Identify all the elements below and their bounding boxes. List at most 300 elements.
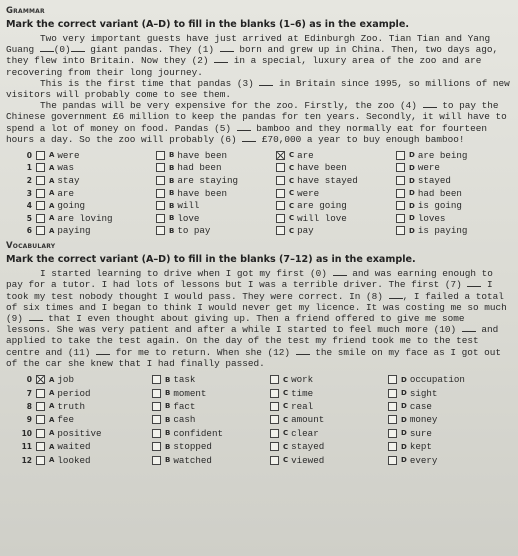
option-b[interactable] bbox=[152, 374, 270, 385]
vocabulary-instruction: Mark the correct variant (A–D) to fill in the blanks (7–12) as in the example. bbox=[6, 254, 416, 266]
checkbox[interactable] bbox=[156, 226, 165, 235]
checkbox[interactable] bbox=[156, 214, 165, 223]
checkbox[interactable] bbox=[388, 442, 397, 451]
option-c[interactable] bbox=[270, 414, 388, 425]
option-text: every bbox=[409, 454, 438, 466]
passage-text: £70,000 a year to buy enough bamboo! bbox=[256, 133, 465, 145]
option-text: stayed bbox=[291, 441, 325, 453]
option-a[interactable] bbox=[36, 414, 152, 425]
grammar-paragraph bbox=[6, 100, 510, 145]
option-text: had been bbox=[177, 162, 222, 174]
option-letter: D bbox=[409, 214, 415, 223]
option-d[interactable] bbox=[388, 414, 498, 425]
option-a[interactable] bbox=[36, 225, 156, 236]
option-a[interactable] bbox=[36, 388, 152, 399]
answer-blank[interactable] bbox=[259, 85, 273, 86]
checkbox[interactable] bbox=[270, 456, 279, 465]
option-letter: B bbox=[165, 456, 171, 465]
checkbox[interactable] bbox=[36, 456, 45, 465]
option-text: going bbox=[57, 200, 85, 212]
option-c[interactable] bbox=[270, 428, 388, 439]
vocabulary-section bbox=[6, 241, 510, 467]
option-text: moment bbox=[173, 387, 207, 399]
checkbox[interactable] bbox=[36, 214, 45, 223]
passage-text: in Britain since 1995, so millions of new visitors will probably come to see them. bbox=[6, 77, 510, 101]
checkbox[interactable] bbox=[156, 201, 165, 210]
option-text: viewed bbox=[291, 454, 325, 466]
option-text: confident bbox=[173, 427, 223, 439]
answer-blank[interactable] bbox=[29, 320, 43, 321]
passage-text: the smile on my face as I got out of the car she knew that I had finally passed. bbox=[6, 346, 501, 369]
option-letter: A bbox=[49, 151, 55, 160]
option-letter: C bbox=[283, 429, 289, 438]
answer-blank[interactable] bbox=[40, 51, 54, 52]
option-a[interactable] bbox=[36, 175, 156, 186]
answer-row bbox=[6, 373, 510, 386]
option-letter: D bbox=[409, 163, 415, 172]
question-number: 4 bbox=[26, 201, 32, 211]
option-b[interactable] bbox=[156, 162, 276, 173]
checkbox[interactable] bbox=[156, 151, 165, 160]
checkbox[interactable] bbox=[36, 415, 45, 424]
checkbox[interactable] bbox=[36, 429, 45, 438]
answer-row bbox=[6, 199, 510, 212]
question-number: 8 bbox=[26, 401, 32, 411]
checkbox[interactable] bbox=[156, 176, 165, 185]
vocabulary-passage bbox=[6, 268, 510, 369]
grammar-section bbox=[6, 6, 510, 237]
answer-row bbox=[6, 400, 510, 413]
option-a[interactable] bbox=[36, 200, 156, 211]
answer-blank[interactable] bbox=[423, 107, 437, 108]
checkbox[interactable] bbox=[152, 456, 161, 465]
grammar-title: Grammar bbox=[6, 6, 45, 16]
option-text: positive bbox=[57, 427, 102, 439]
checkbox[interactable] bbox=[152, 402, 161, 411]
option-letter: A bbox=[49, 201, 55, 210]
question-number: 6 bbox=[26, 226, 32, 236]
option-letter: C bbox=[283, 442, 289, 451]
option-letter: D bbox=[401, 456, 407, 465]
checkbox[interactable] bbox=[396, 163, 405, 172]
option-text: stopped bbox=[173, 441, 212, 453]
checkbox[interactable] bbox=[36, 189, 45, 198]
option-text: had been bbox=[417, 187, 462, 199]
option-d[interactable] bbox=[388, 374, 498, 385]
question-number: 0 bbox=[26, 375, 32, 385]
option-letter: A bbox=[49, 176, 55, 185]
option-text: money bbox=[409, 414, 438, 426]
option-letter: B bbox=[169, 163, 175, 172]
option-letter: D bbox=[401, 429, 407, 438]
answer-blank[interactable] bbox=[96, 354, 110, 355]
option-text: cash bbox=[173, 414, 196, 426]
answer-row bbox=[6, 149, 510, 162]
checkbox[interactable] bbox=[36, 176, 45, 185]
answer-row bbox=[6, 427, 510, 440]
option-d[interactable] bbox=[388, 455, 498, 466]
option-text: occupation bbox=[409, 374, 465, 386]
option-text: sight bbox=[409, 387, 438, 399]
option-c[interactable] bbox=[270, 388, 388, 399]
option-letter: B bbox=[165, 429, 171, 438]
option-letter: A bbox=[49, 415, 55, 424]
option-letter: D bbox=[409, 176, 415, 185]
option-letter: B bbox=[169, 201, 175, 210]
option-c[interactable] bbox=[276, 150, 396, 161]
question-number: 0 bbox=[26, 150, 32, 160]
option-text: is going bbox=[417, 200, 462, 212]
answer-row bbox=[6, 212, 510, 225]
option-text: are being bbox=[417, 149, 468, 161]
option-letter: C bbox=[289, 176, 295, 185]
option-a[interactable] bbox=[36, 374, 152, 385]
option-letter: B bbox=[169, 151, 175, 160]
option-c[interactable] bbox=[276, 200, 396, 211]
option-letter: B bbox=[169, 214, 175, 223]
passage-text: to pay the Chinese government £6 million to keep the pandas for ten years. Secondly, it will have to spend a lot of money on food. Pandas (5) bbox=[6, 100, 507, 134]
option-text: waited bbox=[57, 441, 91, 453]
checkbox[interactable] bbox=[276, 151, 285, 160]
option-text: loves bbox=[417, 212, 446, 224]
option-letter: C bbox=[283, 375, 289, 384]
option-letter: A bbox=[49, 429, 55, 438]
checkbox[interactable] bbox=[276, 226, 285, 235]
option-b[interactable] bbox=[156, 188, 276, 199]
option-text: will bbox=[177, 200, 200, 212]
option-d[interactable] bbox=[396, 162, 506, 173]
option-text: amount bbox=[291, 414, 325, 426]
checkbox[interactable] bbox=[388, 375, 397, 384]
checkbox[interactable] bbox=[36, 226, 45, 235]
option-a[interactable] bbox=[36, 213, 156, 224]
checkbox[interactable] bbox=[270, 402, 279, 411]
question-number: 12 bbox=[21, 455, 32, 465]
option-letter: D bbox=[401, 442, 407, 451]
option-letter: C bbox=[283, 402, 289, 411]
passage-text: born and grew up in China. Then, two days ago, they flew into Britain. Now they (2) bbox=[6, 44, 499, 67]
option-d[interactable] bbox=[388, 388, 498, 399]
checkbox[interactable] bbox=[276, 163, 285, 172]
option-text: to pay bbox=[177, 225, 211, 237]
option-a[interactable] bbox=[36, 428, 152, 439]
option-text: are bbox=[57, 187, 74, 199]
option-text: are bbox=[297, 149, 314, 161]
passage-text: Two very important guests have just arrived at Edinburgh Zoo. Tian Tian and Yang Guang bbox=[6, 33, 491, 56]
option-letter: B bbox=[165, 402, 171, 411]
question-number: 9 bbox=[26, 415, 32, 425]
answer-row bbox=[6, 413, 510, 426]
answer-row bbox=[6, 187, 510, 200]
option-text: were bbox=[57, 149, 80, 161]
grammar-paragraph bbox=[6, 33, 510, 78]
checkbox[interactable] bbox=[270, 389, 279, 398]
option-d[interactable] bbox=[396, 225, 506, 236]
vocabulary-paragraph bbox=[6, 268, 510, 369]
checkbox[interactable] bbox=[152, 389, 161, 398]
option-letter: C bbox=[289, 201, 295, 210]
grammar-options bbox=[6, 149, 510, 237]
passage-text: This is the first time that pandas (3) bbox=[40, 77, 260, 89]
option-text: real bbox=[291, 400, 314, 412]
question-number: 10 bbox=[21, 428, 32, 438]
passage-text: in a special, luxury area of the zoo and are recovering from their long journey. bbox=[6, 55, 482, 78]
checkbox[interactable] bbox=[388, 402, 397, 411]
option-text: pay bbox=[297, 225, 314, 237]
option-d[interactable] bbox=[396, 175, 506, 186]
option-letter: D bbox=[401, 375, 407, 384]
option-c[interactable] bbox=[276, 225, 396, 236]
option-d[interactable] bbox=[388, 428, 498, 439]
option-b[interactable] bbox=[152, 428, 270, 439]
answer-blank[interactable] bbox=[333, 275, 347, 276]
checkbox[interactable] bbox=[396, 226, 405, 235]
answer-blank[interactable] bbox=[467, 286, 481, 287]
option-text: watched bbox=[173, 454, 212, 466]
option-letter: C bbox=[289, 151, 295, 160]
option-text: work bbox=[291, 374, 314, 386]
vocabulary-title: Vocabulary bbox=[6, 241, 56, 252]
option-text: period bbox=[57, 387, 91, 399]
option-letter: C bbox=[289, 214, 295, 223]
option-text: are loving bbox=[57, 212, 113, 224]
option-letter: B bbox=[169, 189, 175, 198]
answer-blank[interactable] bbox=[214, 62, 228, 63]
option-letter: D bbox=[409, 151, 415, 160]
option-letter: B bbox=[165, 375, 171, 384]
checkbox[interactable] bbox=[396, 201, 405, 210]
option-text: fact bbox=[173, 400, 196, 412]
option-text: looked bbox=[57, 454, 91, 466]
grammar-passage bbox=[6, 33, 510, 145]
answer-blank[interactable] bbox=[296, 354, 310, 355]
passage-text: and was earning enough to pay for a tutor. I had lots of lessons but I was a terrible driver. The first (7) bbox=[6, 268, 493, 291]
option-letter: A bbox=[49, 214, 55, 223]
option-text: sure bbox=[409, 427, 432, 439]
checkbox[interactable] bbox=[152, 375, 161, 384]
passage-text: giant pandas. They (1) bbox=[84, 44, 220, 56]
option-c[interactable] bbox=[276, 162, 396, 173]
option-d[interactable] bbox=[396, 200, 506, 211]
option-letter: B bbox=[169, 176, 175, 185]
option-text: are going bbox=[297, 200, 347, 212]
checkbox[interactable] bbox=[156, 189, 165, 198]
option-b[interactable] bbox=[156, 225, 276, 236]
checkbox[interactable] bbox=[36, 389, 45, 398]
question-number: 7 bbox=[26, 388, 32, 398]
option-d[interactable] bbox=[396, 188, 506, 199]
answer-row bbox=[6, 453, 510, 466]
option-c[interactable] bbox=[270, 401, 388, 412]
question-number: 2 bbox=[26, 176, 32, 186]
option-text: paying bbox=[57, 225, 91, 237]
answer-row bbox=[6, 386, 510, 399]
option-text: time bbox=[291, 387, 314, 399]
option-a[interactable] bbox=[36, 441, 152, 452]
option-letter: C bbox=[289, 163, 295, 172]
option-letter: C bbox=[283, 456, 289, 465]
option-a[interactable] bbox=[36, 150, 156, 161]
question-number: 3 bbox=[26, 188, 32, 198]
answer-blank[interactable] bbox=[242, 141, 256, 142]
option-letter: A bbox=[49, 389, 55, 398]
option-letter: D bbox=[409, 201, 415, 210]
answer-row bbox=[6, 174, 510, 187]
question-number: 5 bbox=[26, 213, 32, 223]
option-c[interactable] bbox=[276, 175, 396, 186]
checkbox[interactable] bbox=[36, 163, 45, 172]
passage-text: and applied to take the test again. On the day of the test my friend took me to the test centre and (11) bbox=[6, 324, 499, 358]
option-text: job bbox=[57, 374, 74, 386]
option-text: kept bbox=[409, 441, 432, 453]
option-letter: B bbox=[169, 226, 175, 235]
option-a[interactable] bbox=[36, 162, 156, 173]
option-a[interactable] bbox=[36, 401, 152, 412]
option-d[interactable] bbox=[388, 401, 498, 412]
option-c[interactable] bbox=[276, 213, 396, 224]
option-b[interactable] bbox=[156, 175, 276, 186]
checkbox[interactable] bbox=[396, 151, 405, 160]
option-text: is paying bbox=[417, 225, 468, 237]
option-c[interactable] bbox=[270, 455, 388, 466]
checkbox[interactable] bbox=[270, 415, 279, 424]
checkbox[interactable] bbox=[396, 189, 405, 198]
checkbox[interactable] bbox=[152, 429, 161, 438]
option-text: are staying bbox=[177, 175, 238, 187]
option-b[interactable] bbox=[156, 213, 276, 224]
option-text: stayed bbox=[417, 175, 451, 187]
checkbox[interactable] bbox=[276, 201, 285, 210]
option-b[interactable] bbox=[152, 455, 270, 466]
option-c[interactable] bbox=[270, 374, 388, 385]
option-a[interactable] bbox=[36, 455, 152, 466]
vocabulary-options bbox=[6, 373, 510, 467]
checkbox[interactable] bbox=[36, 151, 45, 160]
passage-text: (0) bbox=[53, 44, 71, 56]
question-number: 11 bbox=[21, 442, 32, 452]
option-text: have been bbox=[297, 162, 347, 174]
option-text: fee bbox=[57, 414, 74, 426]
answer-row bbox=[6, 162, 510, 175]
option-b[interactable] bbox=[152, 388, 270, 399]
checkbox[interactable] bbox=[270, 375, 279, 384]
passage-text: I started learning to drive when I got my first (0) bbox=[40, 268, 333, 280]
option-b[interactable] bbox=[156, 200, 276, 211]
option-text: have been bbox=[177, 187, 227, 199]
option-letter: C bbox=[283, 389, 289, 398]
option-text: clear bbox=[291, 427, 319, 439]
passage-text: that I even thought about giving up. Then a friend offered to give me some lessons. She was very patient and after a while I started to feel much more (10) bbox=[6, 313, 465, 336]
option-letter: B bbox=[165, 415, 171, 424]
option-letter: A bbox=[49, 442, 55, 451]
option-text: have been bbox=[177, 149, 227, 161]
option-letter: D bbox=[401, 415, 407, 424]
answer-row bbox=[6, 225, 510, 238]
option-letter: C bbox=[289, 189, 295, 198]
answer-blank[interactable] bbox=[389, 298, 403, 299]
option-text: were bbox=[417, 162, 440, 174]
option-d[interactable] bbox=[388, 441, 498, 452]
option-letter: B bbox=[165, 442, 171, 451]
option-text: love bbox=[177, 212, 200, 224]
checkbox[interactable] bbox=[276, 176, 285, 185]
checkbox[interactable] bbox=[276, 214, 285, 223]
checkbox[interactable] bbox=[276, 189, 285, 198]
option-letter: C bbox=[283, 415, 289, 424]
checkbox[interactable] bbox=[396, 214, 405, 223]
option-letter: C bbox=[289, 226, 295, 235]
checkbox[interactable] bbox=[396, 176, 405, 185]
answer-blank[interactable] bbox=[71, 51, 85, 52]
option-c[interactable] bbox=[276, 188, 396, 199]
checkbox[interactable] bbox=[156, 163, 165, 172]
option-a[interactable] bbox=[36, 188, 156, 199]
option-text: task bbox=[173, 374, 196, 386]
answer-row bbox=[6, 440, 510, 453]
checkbox[interactable] bbox=[388, 415, 397, 424]
passage-text: The pandas will be very expensive for the zoo. Firstly, the zoo (4) bbox=[40, 100, 423, 112]
option-text: have stayed bbox=[297, 175, 358, 187]
grammar-paragraph bbox=[6, 78, 510, 100]
checkbox[interactable] bbox=[388, 456, 397, 465]
checkbox[interactable] bbox=[36, 201, 45, 210]
question-number: 1 bbox=[26, 163, 32, 173]
option-d[interactable] bbox=[396, 150, 506, 161]
passage-text: for me to return. When she (12) bbox=[110, 346, 296, 358]
option-text: stay bbox=[57, 175, 80, 187]
checkbox[interactable] bbox=[36, 442, 45, 451]
answer-blank[interactable] bbox=[220, 51, 234, 52]
passage-text: , I failed a total of six times and I began to think I would never get my licence. It was costing me so much (9) bbox=[6, 290, 507, 324]
answer-blank[interactable] bbox=[237, 130, 251, 131]
checkbox[interactable] bbox=[152, 415, 161, 424]
checkbox[interactable] bbox=[270, 442, 279, 451]
option-letter: A bbox=[49, 163, 55, 172]
option-letter: A bbox=[49, 402, 55, 411]
option-letter: A bbox=[49, 189, 55, 198]
checkbox[interactable] bbox=[36, 375, 45, 384]
option-letter: D bbox=[409, 226, 415, 235]
passage-text: bamboo and they normally eat for fourteen hours a day. So the zoo will probably (6) bbox=[6, 122, 487, 145]
passage-text: I took my test nobody thought I would pass. They were correct. In (8) bbox=[6, 279, 493, 302]
grammar-instruction: Mark the correct variant (A–D) to fill in the blanks (1–6) as in the example. bbox=[6, 19, 409, 30]
checkbox[interactable] bbox=[388, 389, 397, 398]
option-text: were bbox=[297, 187, 320, 199]
option-letter: A bbox=[49, 226, 55, 235]
option-b[interactable] bbox=[152, 401, 270, 412]
option-text: was bbox=[57, 162, 74, 174]
option-b[interactable] bbox=[152, 441, 270, 452]
option-c[interactable] bbox=[270, 441, 388, 452]
option-d[interactable] bbox=[396, 213, 506, 224]
option-letter: A bbox=[49, 375, 55, 384]
option-letter: D bbox=[409, 189, 415, 198]
checkbox[interactable] bbox=[152, 442, 161, 451]
option-text: truth bbox=[57, 400, 85, 412]
option-letter: D bbox=[401, 402, 407, 411]
option-b[interactable] bbox=[152, 414, 270, 425]
checkbox[interactable] bbox=[36, 402, 45, 411]
option-letter: A bbox=[49, 456, 55, 465]
option-b[interactable] bbox=[156, 150, 276, 161]
checkbox[interactable] bbox=[270, 429, 279, 438]
option-letter: B bbox=[165, 389, 171, 398]
answer-blank[interactable] bbox=[462, 331, 476, 332]
option-letter: D bbox=[401, 389, 407, 398]
checkbox[interactable] bbox=[388, 429, 397, 438]
option-text: case bbox=[409, 400, 432, 412]
option-text: will love bbox=[297, 212, 347, 224]
